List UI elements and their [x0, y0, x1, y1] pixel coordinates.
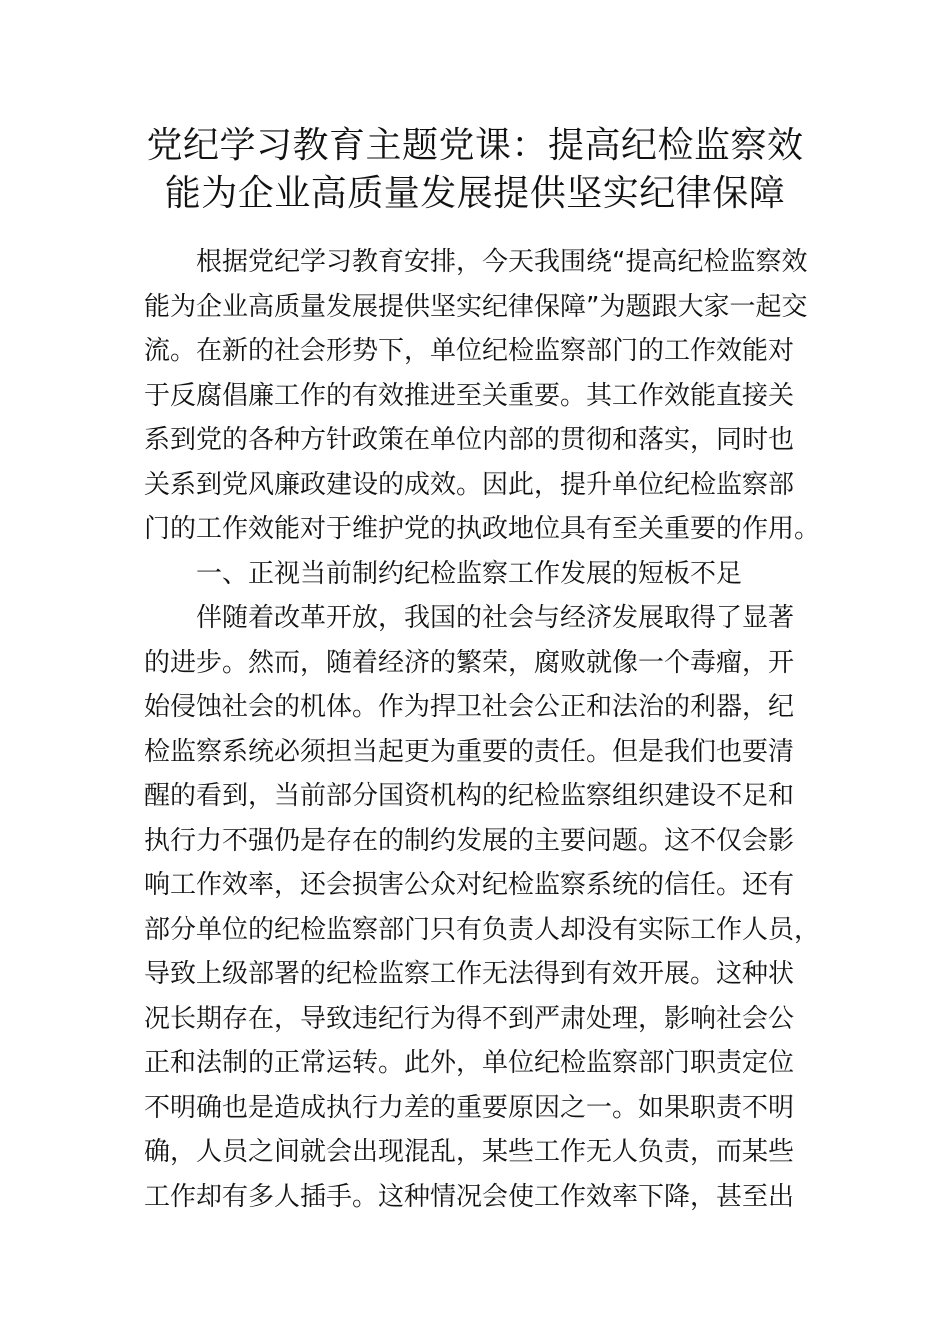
- paragraph-2-line: 执行力不强仍是存在的制约发展的主要问题。这不仅会影: [144, 825, 795, 856]
- paragraph-1-line: 门的工作效能对于维护党的执政地位具有至关重要的作用。: [144, 514, 821, 544]
- paragraph-2-line: 正和法制的正常运转。此外，单位纪检监察部门职责定位: [144, 1048, 795, 1078]
- section-heading-1: 一、正视当前制约纪检监察工作发展的短板不足: [196, 558, 743, 589]
- paragraph-1-line: 能为企业高质量发展提供坚实纪律保障”为题跟大家一起交: [144, 291, 808, 322]
- paragraph-1-line: 系到党的各种方针政策在单位内部的贯彻和落实，同时也: [144, 425, 795, 455]
- document-body: [144, 240, 821, 1219]
- paragraph-2-line: 工作却有多人插手。这种情况会使工作效率下降，甚至出: [144, 1181, 795, 1212]
- paragraph-2-line: 的进步。然而，随着经济的繁荣，腐败就像一个毒瘤，开: [144, 647, 795, 678]
- paragraph-2-line: 响工作效率，还会损害公众对纪检监察系统的信任。还有: [144, 870, 795, 900]
- document-title: [120, 122, 830, 218]
- paragraph-2-line: 检监察系统必须担当起更为重要的责任。但是我们也要清: [144, 736, 795, 767]
- title-line-1: 党纪学习教育主题党课：提高纪检监察效: [146, 125, 804, 166]
- paragraph-2-line: 况长期存在，导致违纪行为得不到严肃处理，影响社会公: [144, 1003, 795, 1034]
- paragraph-2-line: 始侵蚀社会的机体。作为捍卫社会公正和法治的利器，纪: [144, 692, 795, 722]
- paragraph-2-line: 伴随着改革开放，我国的社会与经济发展取得了显著: [196, 603, 795, 633]
- paragraph-2-line: 不明确也是造成执行力差的重要原因之一。如果职责不明: [144, 1092, 795, 1123]
- paragraph-2-line: 部分单位的纪检监察部门只有负责人却没有实际工作人员，: [144, 914, 821, 945]
- paragraph-2-line: 导致上级部署的纪检监察工作无法得到有效开展。这种状: [144, 959, 795, 989]
- paragraph-1-line: 于反腐倡廉工作的有效推进至关重要。其工作效能直接关: [144, 380, 795, 411]
- paragraph-2-line: 醒的看到，当前部分国资机构的纪检监察组织建设不足和: [144, 781, 795, 811]
- paragraph-1-line: 关系到党风廉政建设的成效。因此，提升单位纪检监察部: [144, 469, 795, 500]
- paragraph-1-line: 流。在新的社会形势下，单位纪检监察部门的工作效能对: [144, 336, 795, 366]
- paragraph-1-line: 根据党纪学习教育安排，今天我围绕“提高纪检监察效: [196, 247, 808, 277]
- title-line-2: 能为企业高质量发展提供坚实纪律保障: [164, 173, 786, 214]
- paragraph-2-line: 确，人员之间就会出现混乱，某些工作无人负责，而某些: [144, 1137, 795, 1167]
